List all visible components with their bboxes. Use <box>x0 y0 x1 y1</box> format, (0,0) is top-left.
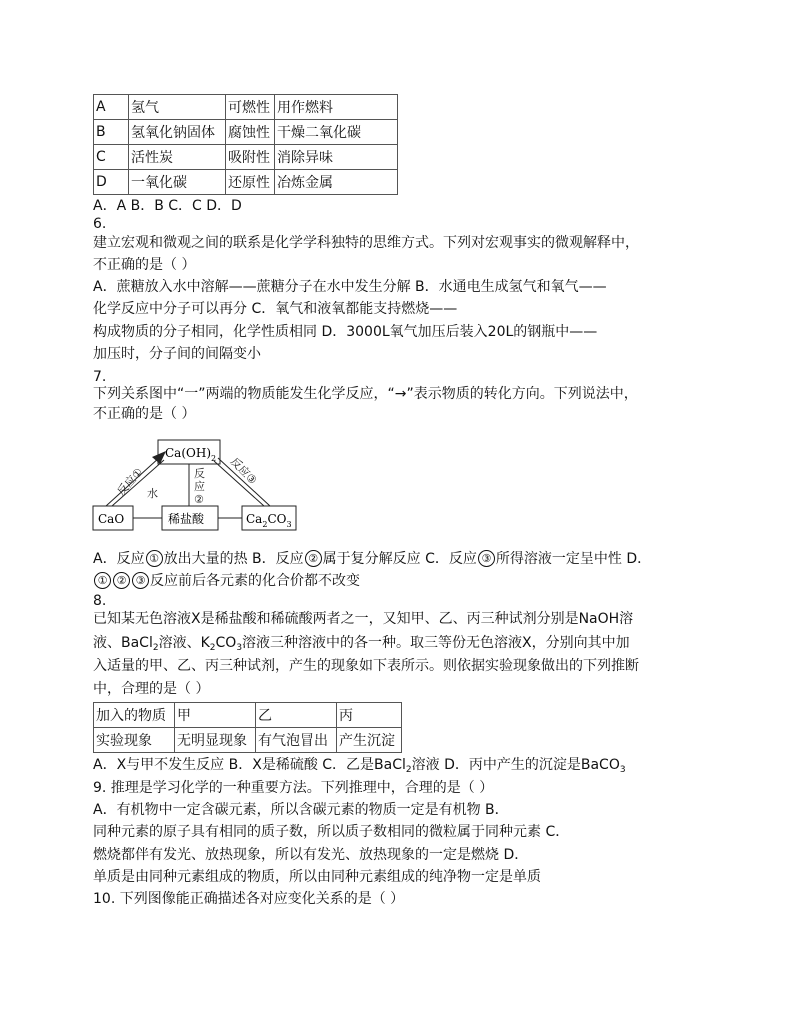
table-cell: 一氧化碳 <box>129 170 226 195</box>
q8-options: A．X与甲不发生反应 B．X是稀硫酸 C．乙是BaCl$_2$溶液 D．丙中产生的沉淀是BaCO$_3$ <box>93 757 626 775</box>
table-cell: 可燃性 <box>226 95 275 120</box>
table-cell: 活性炭 <box>129 145 226 170</box>
label-caco3: $Ca_2CO_3$ <box>246 512 292 529</box>
table-cell: 加入的物质 <box>94 703 175 728</box>
q7-option: ① ② ③ 反应前后各元素的化合价都不改变 <box>93 572 360 590</box>
table-cell: 氢气 <box>129 95 226 120</box>
table-cell: B <box>94 120 129 145</box>
table-cell: 吸附性 <box>226 145 275 170</box>
q8-stem: 已知某无色溶液X是稀盐酸和稀硫酸两者之一，又知甲、乙、丙三种试剂分别是NaOH溶 <box>93 611 634 627</box>
table-row <box>94 728 402 753</box>
q7-option: A．反应 ① 放出大量的热 B．反应 ② 属于复分解反应 C．反应 ③ 所得溶液一定呈中性 D． <box>93 551 652 567</box>
table-cell: 丙 <box>337 703 402 728</box>
table-cell: 用作燃料 <box>275 95 398 120</box>
q6-option: A．蔗糖放入水中溶解——蔗糖分子在水中发生分解 B．水通电生成氢气和氧气—— <box>93 279 607 295</box>
q8-table <box>93 702 402 753</box>
circled-number: ① <box>94 572 111 589</box>
q9-option: A．有机物中一定含碳元素，所以含碳元素的物质一定是有机物 B． <box>93 802 509 818</box>
circled-number: ② <box>113 572 130 589</box>
q9-stem: 9. 推理是学习化学的一种重要方法。下列推理中，合理的是（ ） <box>93 780 494 796</box>
q6-option: 化学反应中分子可以再分 C．氧气和液氧都能支持燃烧—— <box>93 301 458 317</box>
q10-stem: 10. 下列图像能正确描述各对应变化关系的是（ ） <box>93 891 405 907</box>
label-caoh2: $Ca(OH)_2$ <box>165 446 217 463</box>
table-cell: 氢氧化钠固体 <box>129 120 226 145</box>
q8-stem: 中，合理的是（ ） <box>93 681 210 697</box>
circled-number: ③ <box>132 572 149 589</box>
table-cell: 无明显现象 <box>175 728 256 753</box>
table-row <box>94 703 402 728</box>
table-cell: 有气泡冒出 <box>256 728 337 753</box>
circled-number: ② <box>305 550 322 567</box>
q9-option: 同种元素的原子具有相同的质子数，所以质子数相同的微粒属于同种元素 C． <box>93 824 570 840</box>
q7-stem: 不正确的是（ ） <box>93 406 196 422</box>
table-cell: A <box>94 95 129 120</box>
table-cell: D <box>94 170 129 195</box>
label-hcl: 稀盐酸 <box>168 512 205 526</box>
table-cell: 乙 <box>256 703 337 728</box>
table-cell: 实验现象 <box>94 728 175 753</box>
label-reaction2: 反 <box>194 467 205 480</box>
table-cell: 腐蚀性 <box>226 120 275 145</box>
label-reaction3: 反应③ <box>227 455 260 488</box>
table-cell: 甲 <box>175 703 256 728</box>
table-cell: 还原性 <box>226 170 275 195</box>
q8-stem: 入适量的甲、乙、丙三种试剂，产生的现象如下表所示。则依据实验现象做出的下列推断 <box>93 658 639 674</box>
label-reaction2: ② <box>194 493 204 506</box>
label-water: 水 <box>147 487 158 500</box>
q6-stem: 不正确的是（ ） <box>93 257 196 273</box>
table-cell: C <box>94 145 129 170</box>
q7-number: 7. <box>93 369 107 385</box>
circled-number: ① <box>146 550 163 567</box>
q6-option: 加压时，分子间的间隔变小 <box>93 346 261 362</box>
label-reaction2: 应 <box>194 480 205 493</box>
q9-option: 燃烧都伴有发光、放热现象，所以有发光、放热现象的一定是燃烧 D． <box>93 847 529 863</box>
q7-stem: 下列关系图中“一”两端的物质能发生化学反应，“→”表示物质的转化方向。下列说法中， <box>93 386 638 402</box>
q6-number: 6. <box>93 216 107 232</box>
table-cell: 冶炼金属 <box>275 170 398 195</box>
q8-stem: 液、BaCl$_2$溶液、$K_2CO_3$溶液三种溶液中的各一种。取三等份无色溶液X，分别向其中加 <box>93 635 630 653</box>
q9-option: 单质是由同种元素组成的物质，所以由同种元素组成的纯净物一定是单质 <box>93 869 541 885</box>
q6-option: 构成物质的分子相同，化学性质相同 D．3000L氧气加压后装入20L的钢瓶中—— <box>93 324 598 340</box>
table-cell: 干燥二氧化碳 <box>275 120 398 145</box>
circled-number: ③ <box>478 550 495 567</box>
label-reaction1: 反应① <box>114 465 146 499</box>
label-cao: CaO <box>98 512 125 526</box>
table-cell: 消除异味 <box>275 145 398 170</box>
q8-number: 8. <box>93 593 107 609</box>
table-cell: 产生沉淀 <box>337 728 402 753</box>
q6-stem: 建立宏观和微观之间的联系是化学学科独特的思维方式。下列对宏观事实的微观解释中， <box>93 235 639 251</box>
q5-options: A．A B．B C．C D．D <box>93 198 242 214</box>
